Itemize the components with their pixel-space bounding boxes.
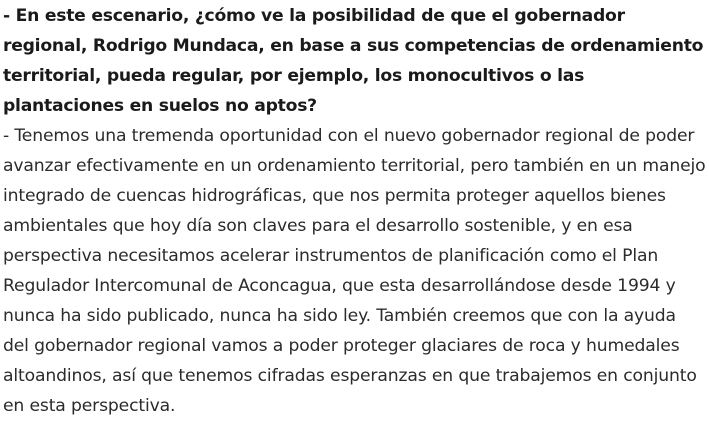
- interview-question: - En este escenario, ¿cómo ve la posibilidad de que el gobernador regional, Rodrigo Mundaca, en base a sus competencias de ordenamiento territorial, pueda regular, por ejemplo, los monocultivos o las plantaciones en suelos no aptos?: [3, 6, 704, 116]
- interview-answer: - Tenemos una tremenda oportunidad con el nuevo gobernador regional de poder avanzar efectivamente en un ordenamiento territorial, pero también en un manejo integrado de cuencas hidrográficas, que nos permita proteger aquellos bienes ambientales que hoy día son claves para el desarrollo sostenible, y en esa perspectiva necesitamos acelerar instrumentos de planificación como el Plan Regulador Intercomunal de Aconcagua, que esta desarrollándose desde 1994 y nunca ha sido publicado, nunca ha sido ley. También creemos que con la ayuda del gobernador regional vamos a poder proteger glaciares de roca y humedales altoandinos, así que tenemos cifradas esperanzas en que trabajemos en conjunto en esta perspectiva.: [3, 126, 706, 416]
- interview-article: [3, 0, 707, 421]
